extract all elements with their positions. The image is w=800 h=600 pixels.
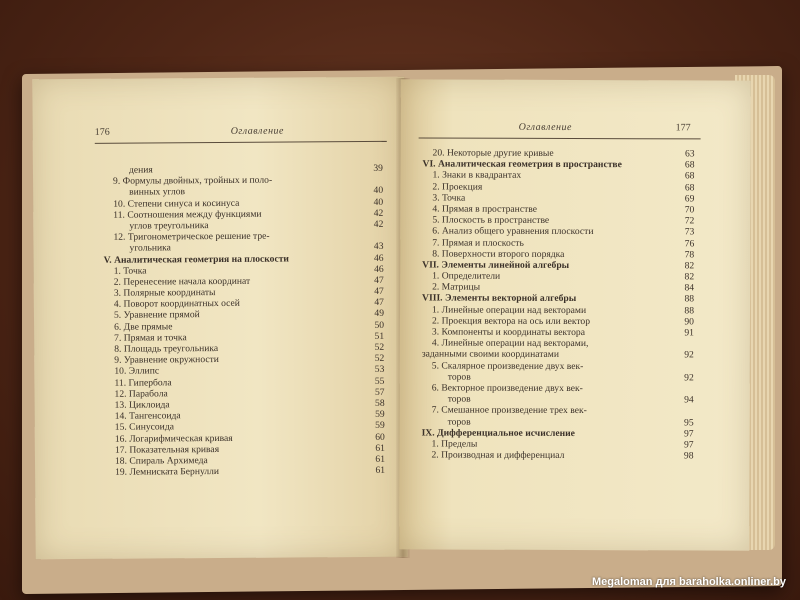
toc-entry-title: 4. Прямая в пространстве xyxy=(432,203,538,215)
toc-entry-page: 43 xyxy=(373,241,384,253)
toc-entry-title: 18. Спираль Архимеда xyxy=(114,454,208,467)
toc-entry-page: 92 xyxy=(684,372,694,384)
toc-entry-title: 17. Показательная кривая xyxy=(114,443,220,456)
toc-entry-page: 58 xyxy=(374,397,385,409)
toc-entry-page: 59 xyxy=(375,408,385,421)
toc-entry-page: 82 xyxy=(684,260,695,272)
toc-entry-title: VII. Элементы линейной алгебры xyxy=(422,259,570,271)
toc-entry-title: 4. Линейные операции над векторами, xyxy=(431,337,589,350)
toc-entry-page: 52 xyxy=(374,353,385,365)
toc-row xyxy=(422,349,694,361)
toc-entry-title: 3. Точка xyxy=(432,192,466,204)
toc-entry-title: 10. Степени синуса и косинуса xyxy=(113,197,240,210)
toc-entry-title: заданными своими координатами xyxy=(421,348,560,361)
toc-entry-page: 40 xyxy=(373,196,384,208)
toc-entry-title: 9. Уравнение окружности xyxy=(114,354,219,366)
toc-entry-title: 11. Гипербола xyxy=(114,376,172,389)
toc-entry-title: 8. Площадь треугольника xyxy=(114,343,219,355)
toc-entry-title: винных углов xyxy=(129,186,186,199)
toc-chapter-row xyxy=(422,293,694,305)
toc-row xyxy=(422,394,694,406)
right-page-number: 177 xyxy=(675,122,691,134)
toc-entry-title: 10. Эллипс xyxy=(114,365,160,378)
toc-row xyxy=(105,465,385,478)
left-page xyxy=(32,77,407,560)
toc-entry-title: 2. Производная и дифференциал xyxy=(431,449,565,462)
toc-entry-title: IX. Дифференциальное исчисление xyxy=(421,427,575,439)
toc-row xyxy=(422,226,694,238)
toc-entry-page: 46 xyxy=(374,263,384,275)
toc-entry-title: 5. Плоскость в пространстве xyxy=(432,214,550,227)
toc-row xyxy=(422,181,694,193)
watermark: Megaloman для baraholka.onliner.by xyxy=(592,576,786,588)
toc-entry-page: 61 xyxy=(375,464,386,476)
toc-entry-page: 53 xyxy=(374,364,385,376)
toc-entry-page: 68 xyxy=(684,181,695,193)
toc-entry-page: 59 xyxy=(375,420,385,432)
toc-entry-page: 40 xyxy=(373,185,384,197)
toc-entry-page: 51 xyxy=(374,330,385,342)
toc-row xyxy=(422,248,694,260)
toc-entry-title: 1. Точка xyxy=(113,265,147,277)
toc-entry-title: 16. Логарифмическая кривая xyxy=(114,432,233,445)
toc-entry-title: 2. Перенесение начала координат xyxy=(113,275,251,288)
toc-entry-page: 61 xyxy=(375,453,386,465)
toc-row xyxy=(422,315,694,327)
toc-entry-title: 15. Синусоида xyxy=(114,421,174,434)
toc-entry-title: дения xyxy=(128,164,153,176)
toc-entry-page: 92 xyxy=(684,349,694,361)
toc-entry-title: 1. Определители xyxy=(432,270,501,282)
toc-entry-page: 88 xyxy=(684,305,695,317)
toc-entry-page: 70 xyxy=(684,204,695,216)
toc-entry-page: 72 xyxy=(684,215,695,227)
toc-row xyxy=(422,192,694,204)
toc-row xyxy=(422,282,694,294)
toc-entry-page: 49 xyxy=(374,308,385,320)
left-page-number: 176 xyxy=(94,126,110,138)
toc-row xyxy=(422,237,694,249)
toc-entry-page: 95 xyxy=(684,416,694,428)
toc-entry-title: 9. Формулы двойных, тройных и поло- xyxy=(113,174,273,187)
toc-entry-page: 97 xyxy=(683,428,694,440)
toc-entry-title: 1. Знаки в квадрантах xyxy=(432,169,522,182)
toc-entry-page: 50 xyxy=(374,319,385,331)
toc-entry-page: 46 xyxy=(373,252,384,264)
toc-row xyxy=(422,203,694,215)
toc-entry-page: 47 xyxy=(374,297,384,309)
toc-entry-title: 6. Две прямые xyxy=(114,320,173,333)
toc-entry-page: 97 xyxy=(683,439,694,451)
left-header-rule xyxy=(95,141,387,144)
toc-entry-page: 91 xyxy=(684,327,694,339)
toc-entry-page: 90 xyxy=(684,316,694,328)
toc-entry-title: 14. Тангенсоида xyxy=(114,410,181,422)
toc-entry-title: углов треугольника xyxy=(129,220,209,232)
toc-row xyxy=(423,147,695,159)
toc-entry-page: 52 xyxy=(374,341,385,353)
toc-entry-title: 3. Полярные координаты xyxy=(113,287,216,299)
toc-entry-title: 12. Тригонометрическое решение тре- xyxy=(113,230,270,243)
toc-entry-title: 4. Поворот координатных осей xyxy=(113,298,240,310)
toc-entry-page: 68 xyxy=(684,159,695,171)
toc-entry-page: 55 xyxy=(374,375,385,387)
toc-entry-title: 1. Линейные операции над векторами xyxy=(431,304,587,316)
toc-entry-page: 68 xyxy=(684,170,695,182)
right-toc xyxy=(421,147,694,461)
toc-entry-title: 2. Проекция xyxy=(432,181,483,193)
toc-entry-page: 39 xyxy=(373,162,383,174)
toc-entry-title: 3. Компоненты и координаты вектора xyxy=(431,326,586,339)
left-running-head: Оглавление xyxy=(230,125,285,137)
toc-entry-title: 19. Лемниската Бернулли xyxy=(115,466,220,478)
toc-entry-title: торов xyxy=(447,393,471,405)
toc-row xyxy=(422,416,694,428)
toc-entry-title: 7. Прямая и точка xyxy=(114,332,187,344)
toc-entry-page: 61 xyxy=(375,442,385,454)
right-header-rule xyxy=(419,137,701,139)
toc-row xyxy=(422,438,694,450)
toc-row xyxy=(422,170,694,182)
toc-row xyxy=(422,215,694,227)
toc-entry-title: VI. Аналитическая геометрия в пространстве xyxy=(422,158,622,171)
right-running-head: Оглавление xyxy=(518,121,572,133)
toc-entry-title: 2. Матрицы xyxy=(432,281,481,293)
toc-entry-title: 11. Соотношения между функциями xyxy=(113,208,262,221)
toc-entry-title: угольника xyxy=(129,242,171,254)
toc-entry-page: 76 xyxy=(684,237,695,249)
toc-chapter-row xyxy=(422,259,694,271)
toc-entry-page: 82 xyxy=(684,271,695,283)
toc-row xyxy=(422,405,694,417)
toc-entry-page: 63 xyxy=(684,148,695,160)
left-toc xyxy=(103,163,385,478)
toc-entry-page: 88 xyxy=(684,293,695,305)
toc-entry-page: 42 xyxy=(373,207,384,219)
toc-row xyxy=(421,450,693,462)
toc-entry-title: VIII. Элементы векторной алгебры xyxy=(422,292,577,305)
toc-entry-page: 60 xyxy=(375,431,385,443)
toc-row xyxy=(422,326,694,338)
toc-entry-title: 7. Прямая и плоскость xyxy=(432,237,524,249)
toc-entry-title: V. Аналитическая геометрия на плоскости xyxy=(103,253,289,266)
toc-entry-title: 5. Скалярное произведение двух век- xyxy=(431,360,584,372)
toc-row xyxy=(422,304,694,316)
toc-row xyxy=(422,371,694,383)
toc-entry-page: 69 xyxy=(684,193,695,205)
toc-entry-title: торов xyxy=(447,416,471,428)
toc-chapter-row xyxy=(422,427,694,439)
toc-entry-page: 73 xyxy=(684,226,695,238)
toc-entry-page: 94 xyxy=(684,394,694,406)
toc-row xyxy=(422,338,694,350)
toc-entry-page: 47 xyxy=(374,285,384,297)
toc-row xyxy=(422,271,694,283)
toc-entry-title: 6. Векторное произведение двух век- xyxy=(431,382,583,394)
toc-entry-title: торов xyxy=(447,371,471,383)
toc-entry-page: 42 xyxy=(373,218,384,230)
toc-entry-title: 8. Поверхности второго порядка xyxy=(432,248,565,260)
toc-entry-title: 1. Пределы xyxy=(431,438,478,450)
toc-entry-title: 13. Циклоида xyxy=(114,399,170,411)
toc-chapter-row xyxy=(423,159,695,171)
toc-entry-page: 98 xyxy=(683,450,694,462)
toc-row xyxy=(422,382,694,394)
toc-entry-page: 57 xyxy=(374,386,385,398)
toc-entry-title: 20. Некоторые другие кривые xyxy=(432,147,554,159)
toc-entry-title: 2. Проекция вектора на ось или вектор xyxy=(431,315,591,327)
toc-entry-title: 12. Парабола xyxy=(114,388,168,400)
toc-entry-page: 78 xyxy=(684,249,695,261)
right-page xyxy=(399,79,751,550)
toc-row xyxy=(422,360,694,372)
toc-entry-title: 7. Смешанное произведение трех век- xyxy=(431,404,587,417)
toc-entry-page: 84 xyxy=(684,282,695,294)
toc-entry-page: 47 xyxy=(374,274,384,286)
toc-entry-title: 5. Уравнение прямой xyxy=(113,309,200,322)
toc-entry-title: 6. Анализ общего уравнения плоскости xyxy=(432,225,594,238)
